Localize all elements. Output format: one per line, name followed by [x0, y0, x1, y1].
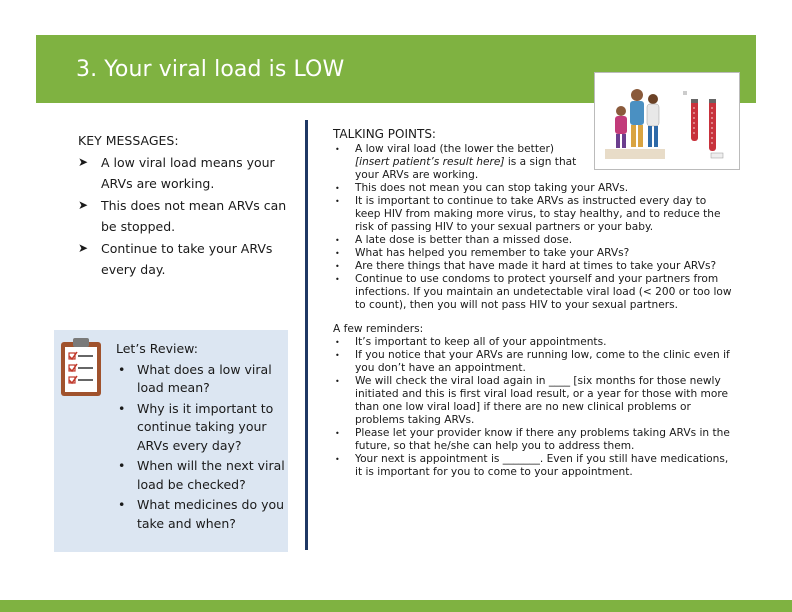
talking-points-list: [333, 143, 733, 312]
arrow-bullet-icon: ➤: [78, 154, 89, 169]
reminder-item: • If you notice that your ARVs are running low, come to the clinic even if you don’t have an appointment.: [333, 349, 733, 375]
column-divider: [305, 120, 308, 550]
talking-point-item: • It is important to continue to take ARVs as instructed every day to keep HIV from making more virus, to stay healthy, and to reduce the risk of passing HIV to your sexual partners or your baby.: [333, 195, 733, 234]
review-section: [116, 340, 288, 535]
key-message-item: ➤ Continue to take your ARVs every day.: [78, 238, 298, 281]
talking-point-item: • A late dose is better than a missed dose.: [333, 234, 733, 247]
review-question: • What does a low viral load mean?: [116, 361, 288, 398]
reminders-list: [333, 336, 733, 479]
review-question: • What medicines do you take and when?: [116, 496, 288, 533]
arrow-bullet-icon: ➤: [78, 197, 89, 212]
key-message-item: ➤ This does not mean ARVs can be stopped.: [78, 195, 298, 238]
clipboard-checklist-icon: [59, 336, 103, 398]
talking-points-title: TALKING POINTS:: [333, 127, 436, 141]
review-question: • Why is it important to continue taking your ARVs every day?: [116, 400, 288, 456]
talking-point-item: • Are there things that have made it hard at times to take your ARVs?: [333, 260, 733, 273]
key-message-item: ➤ A low viral load means your ARVs are working.: [78, 152, 298, 195]
reminder-item: • It’s important to keep all of your appointments.: [333, 336, 733, 349]
reminder-item: • Your next is appointment is _______. Even if you still have medications, it is important for you to come to your appointment.: [333, 453, 733, 479]
page-title: 3. Your viral load is LOW: [76, 57, 345, 82]
arrow-bullet-icon: ➤: [78, 240, 89, 255]
key-messages-section: [78, 130, 298, 281]
reminder-item: • We will check the viral load again in ____ [six months for those newly initiated and this is first viral load result, or a year for those with more than one low viral load] if there are no new clinical problems or problems taking ARVs.: [333, 375, 733, 427]
reminders-title: A few reminders:: [333, 323, 424, 335]
review-list: [116, 361, 288, 534]
talking-points-section: [333, 128, 733, 479]
talking-point-item: • What has helped you remember to take your ARVs?: [333, 247, 733, 260]
talking-point-item: • Continue to use condoms to protect yourself and your partners from infections. If you maintain an undetectable viral load (< 200 or too low to count), then you will not pass HIV to your sexual partners.: [333, 273, 733, 312]
talking-point-item: • A low viral load (the lower the better) [insert patient’s result here] is a sign that your ARVs are working.: [333, 143, 585, 182]
review-question: • When will the next viral load be checked?: [116, 457, 288, 494]
footer-bar: [0, 600, 792, 612]
reminder-item: • Please let your provider know if there any problems taking ARVs in the future, so that he/she can help you to address them.: [333, 427, 733, 453]
key-messages-title: KEY MESSAGES:: [78, 133, 179, 148]
talking-point-item: • This does not mean you can stop taking your ARVs.: [333, 182, 733, 195]
key-messages-list: [78, 152, 298, 281]
review-title: Let’s Review:: [116, 341, 198, 356]
